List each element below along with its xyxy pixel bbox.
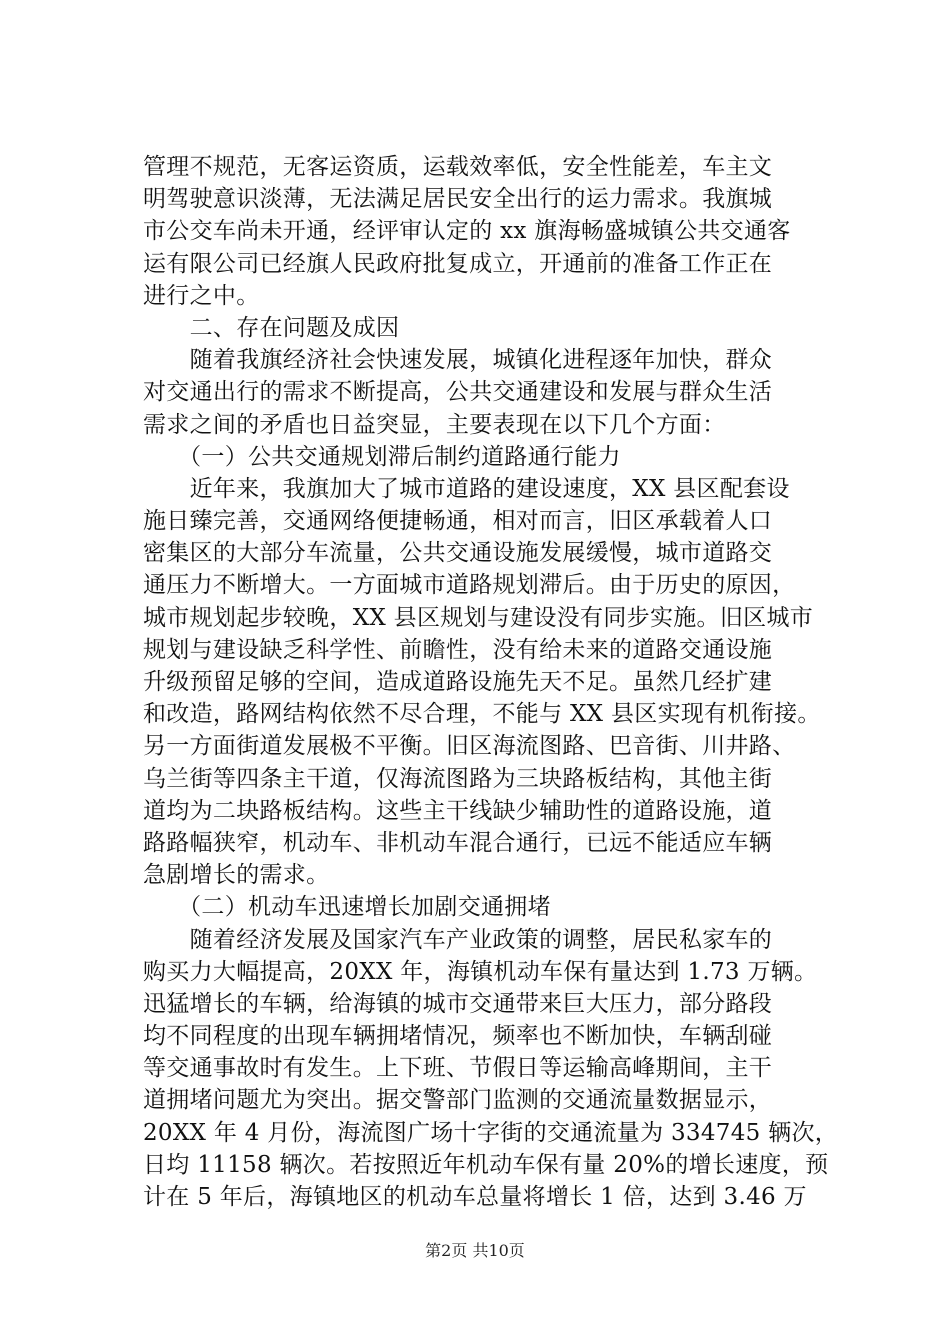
text-line: 路路幅狭窄，机动车、非机动车混合通行，已远不能适应车辆	[143, 829, 773, 856]
text-line: 运有限公司已经旗人民政府批复成立，开通前的准备工作正在	[143, 250, 773, 277]
section-heading: 二、存在问题及成因	[143, 314, 400, 341]
text-line: 施日臻完善，交通网络便捷畅通，相对而言，旧区承载着人口	[143, 508, 773, 535]
page-footer	[0, 1241, 950, 1261]
text-line: 等交通事故时有发生。上下班、节假日等运输高峰期间，主干	[143, 1055, 773, 1082]
text-line: 均不同程度的出现车辆拥堵情况，频率也不断加快，车辆刮碰	[143, 1023, 773, 1050]
text-line: 急剧增长的需求。	[143, 862, 330, 889]
text-line: 迅猛增长的车辆，给海镇的城市交通带来巨大压力，部分路段	[143, 990, 773, 1017]
text-line: 乌兰街等四条主干道，仅海流图路为三块路板结构，其他主街	[143, 765, 773, 792]
page-number: 第2页 共10页	[425, 1241, 525, 1260]
text-line: 对交通出行的需求不断提高，公共交通建设和发展与群众生活	[143, 379, 773, 406]
text-line: 管理不规范，无客运资质，运载效率低，安全性能差，车主文	[143, 154, 773, 180]
text-line: 和改造，路网结构依然不尽合理，不能与 XX 县区实现有机衔接。	[143, 701, 821, 728]
text-line: 道均为二块路板结构。这些主干线缺少辅助性的道路设施，道	[143, 797, 773, 824]
text-line: 规划与建设缺乏科学性、前瞻性，没有给未来的道路交通设施	[143, 636, 773, 663]
text-line: 进行之中。	[143, 282, 260, 309]
text-line: 随着经济发展及国家汽车产业政策的调整，居民私家车的	[143, 926, 773, 953]
document-body	[143, 151, 839, 1213]
text-line: 道拥堵问题尤为突出。据交警部门监测的交通流量数据显示，	[143, 1087, 773, 1114]
text-line: 随着我旗经济社会快速发展，城镇化进程逐年加快，群众	[143, 347, 773, 374]
text-line: 城市规划起步较晚，XX 县区规划与建设没有同步实施。旧区城市	[143, 604, 814, 631]
text-line: 日均 11158 辆次。若按照近年机动车保有量 20%的增长速度，预	[143, 1151, 829, 1178]
subsection-heading: （一）公共交通规划滞后制约道路通行能力	[143, 443, 621, 470]
text-line: 需求之间的矛盾也日益突显，主要表现在以下几个方面：	[143, 411, 726, 438]
text-line: 另一方面街道发展极不平衡。旧区海流图路、巴音街、川井路、	[143, 733, 796, 760]
text-line: 20XX 年 4 月份，海流图广场十字街的交通流量为 334745 辆次，	[143, 1119, 839, 1146]
subsection-heading: （二）机动车迅速增长加剧交通拥堵	[143, 894, 551, 921]
text-line: 计在 5 年后，海镇地区的机动车总量将增长 1 倍，达到 3.46 万	[143, 1184, 807, 1210]
text-line: 密集区的大部分车流量，公共交通设施发展缓慢，城市道路交	[143, 540, 773, 567]
text-line: 购买力大幅提高，20XX 年，海镇机动车保有量达到 1.73 万辆。	[143, 958, 818, 985]
text-line: 升级预留足够的空间，造成道路设施先天不足。虽然几经扩建	[143, 669, 773, 695]
text-line: 近年来，我旗加大了城市道路的建设速度，XX 县区配套设	[143, 475, 790, 502]
text-line: 市公交车尚未开通，经评审认定的 xx 旗海畅盛城镇公共交通客	[143, 218, 791, 245]
text-line: 明驾驶意识淡薄，无法满足居民安全出行的运力需求。我旗城	[143, 186, 773, 213]
text-line: 通压力不断增大。一方面城市道路规划滞后。由于历史的原因，	[143, 572, 796, 599]
